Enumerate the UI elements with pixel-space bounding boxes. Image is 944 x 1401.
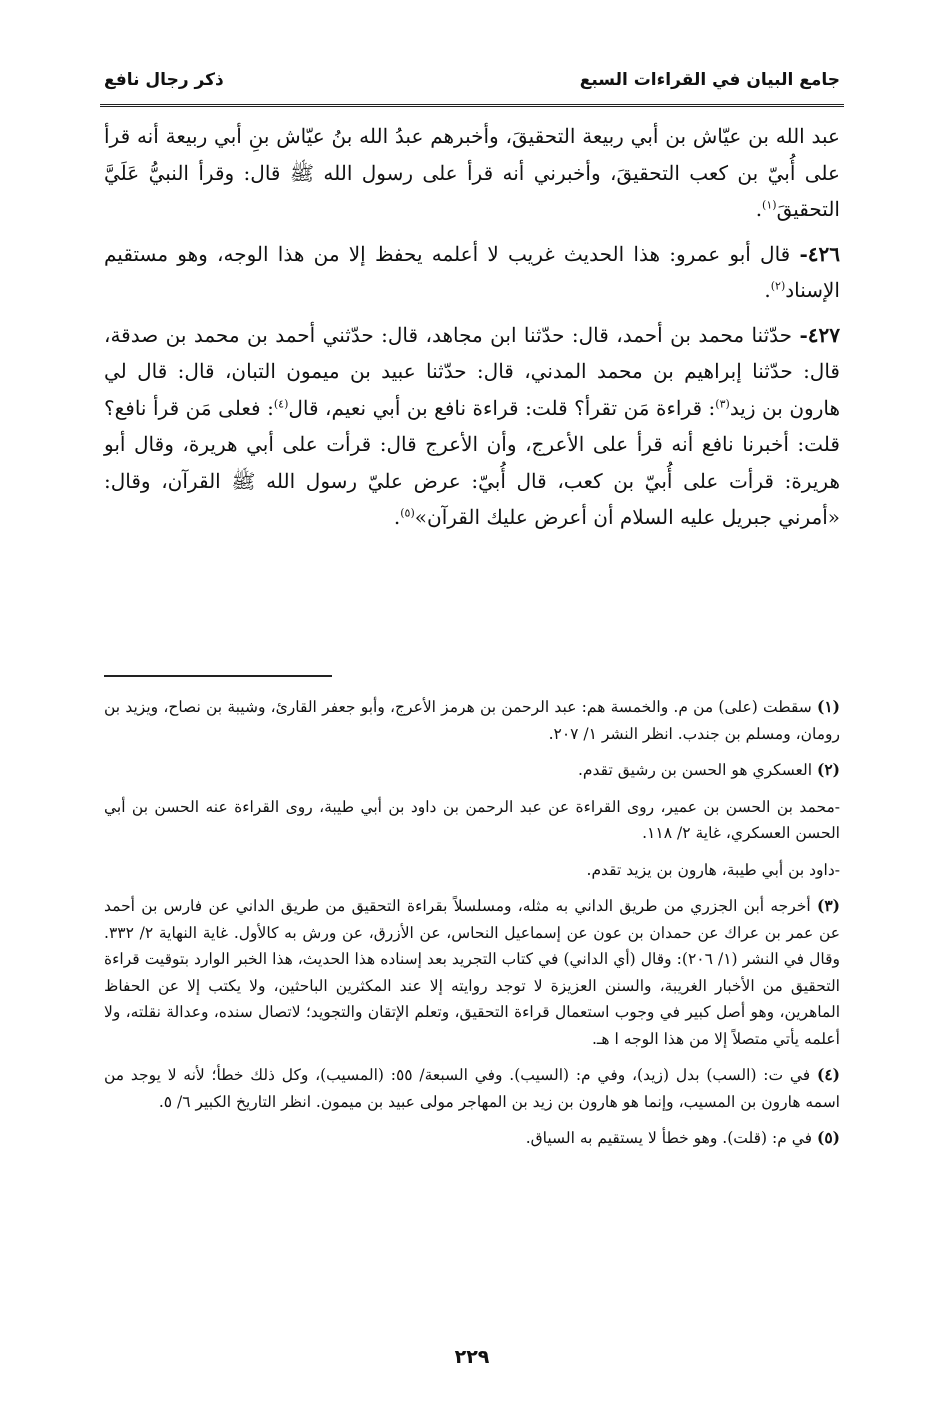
footnotes (104, 694, 840, 1162)
paragraph-427-end: . (393, 505, 401, 529)
paragraph-427 (104, 317, 840, 536)
footnote-3-number: (٣) (816, 896, 840, 915)
paragraph-426 (104, 236, 840, 309)
footnote-ref-3: (٣) (715, 396, 730, 410)
footnote-ref-1: (١) (762, 198, 777, 212)
paragraph-427-text-c: : فعلى مَن قرأ نافع؟ قلت: أخبرنا نافع أنه قرأ على الأعرج، وأن الأعرج قال: قرأت على أبي هريرة، وقال أبو هريرة: قرأت على أُبيّ بن كعب، قال أُبيّ: عرض عليّ رسول الله ﷺ القرآن، وقال: «أمرني جبريل عليه السلام أن أعرض عليك القرآن» (104, 395, 840, 529)
footnote-1 (104, 694, 840, 747)
paragraph-426-end: . (764, 278, 771, 302)
footnote-ref-4: (٤) (273, 396, 289, 410)
book-title: جامع البيان في القراءات السبع (579, 70, 840, 90)
hadith-number-426: ٤٢٦- (799, 241, 840, 266)
paragraph-426-text: قال أبو عمرو: هذا الحديث غريب لا أعلمه يحفظ إلا من هذا الوجه، وهو مستقيم الإسناد (104, 241, 840, 302)
footnote-ref-2: (٢) (770, 279, 786, 293)
footnote-ref-5: (٥) (400, 506, 415, 520)
footnote-2-entry-b: -محمد بن الحسن بن عمير، روى القراءة عن عبد الرحمن بن داود بن أبي طيبة، روى القراءة عنه الحسن بن أبي الحسن العسكري، غاية ٢/ ١١٨. (104, 797, 840, 842)
paragraph-427-text-a: حدّثنا محمد بن أحمد، قال: حدّثنا ابن مجاهد، قال: حدّثني أحمد بن محمد بن صدقة، قال: حدّثنا إبراهيم بن محمد المدني، قال: حدّثنا عبيد بن ميمون التبان، قال: قال لي هارون بن زيد (104, 322, 840, 420)
footnote-4-number: (٤) (816, 1065, 840, 1084)
footnote-2-entry-c: -داود بن أبي طيبة، هارون بن يزيد تقدم. (586, 860, 840, 879)
footnote-4-text: في ت: (السب) بدل (زيد)، وفي م: (السيب). وفي السبعة/ ٥٥: (المسيب)، وكل ذلك خطأ؛ لأنه لا يوجد من اسمه هارون بن المسيب، وإنما هو هارون بن زيد بن المهاجر مولى عبيد بن ميمون. انظر التاريخ الكبير ٦/ ٥. (104, 1066, 840, 1111)
page-number: ٢٢٩ (454, 1346, 490, 1368)
footnote-1-text: سقطت (على) من م. والخمسة هم: عبد الرحمن بن هرمز الأعرج، وأبو جعفر القارئ، وشيبة بن نصاح، ويزيد بن رومان، ومسلم بن جندب. انظر النشر ١/ ٢٠٧. (104, 698, 840, 743)
running-header (104, 58, 840, 102)
paragraph-1 (104, 118, 840, 228)
footnote-3 (104, 893, 840, 1052)
header-rule (100, 104, 844, 107)
paragraph-427-text-b: : قراءة مَن تقرأ؟ قلت: قراءة نافع بن أبي نعيم، قال (288, 395, 716, 420)
footnote-5-number: (٥) (816, 1128, 840, 1147)
paragraph-1-text: عبد الله بن عيّاش بن أبي ربيعة التحقيقَ، وأخبرهم عبدُ الله بنُ عيّاش بنِ أبي ربيعة أنه قرأ على أُبيّ بن كعب التحقيقَ، وأخبرني أنه قرأ على رسول الله ﷺ قال: وقرأ النبيُّ عَلَيَّ التحقيقَ (104, 124, 840, 221)
footnote-3-text: أخرجه أبن الجزري من طريق الداني به مثله، ومسلسلاً بقراءة التحقيق من طريق الداني عن فارس بن أحمد عن عمر بن عراك عن حمدان بن عون عن إسماعيل النحاس، عن الأزرق، عن ورش به كالأول. غاية النهاية ٢/ ٣٣٢. وقال في النشر (١/ ٢٠٦): وقال (أي الداني) في كتاب التجريد بعد إسناده هذا الحديث، هذا الخبر الوارد بتوقيت قراءة التحقيق من الأخبار الغريبة، والسنن العزيزة لا توجد روايته إلا عند المكثرين الباحثين، ولا يكتب إلا عن الحفاظ الماهرين، وهو أصل كبير في وجوب استعمال قراءة التحقيق، وتعلم الإتقان والتجويد؛ لاتصال سنده، وعدالة نقلته، ولا أعلمه يأتي متصلاً إلا من هذا الوجه ا هـ. (104, 897, 841, 1048)
footnote-5 (104, 1125, 840, 1152)
footnote-2 (104, 757, 840, 784)
hadith-number-427: ٤٢٧- (799, 322, 840, 347)
main-text (104, 118, 840, 544)
footnote-5-text: في م: (قلت). وهو خطأ لا يستقيم به السياق. (525, 1129, 813, 1147)
chapter-title: ذكر رجال نافع (104, 70, 224, 90)
footnote-2-number: (٢) (816, 760, 840, 779)
footnote-2-text: العسكري هو الحسن بن رشيق تقدم. (577, 761, 813, 779)
paragraph-1-end: . (755, 197, 763, 221)
footnote-separator (104, 675, 332, 677)
footnote-1-number: (١) (816, 697, 840, 716)
footnote-4 (104, 1062, 840, 1115)
